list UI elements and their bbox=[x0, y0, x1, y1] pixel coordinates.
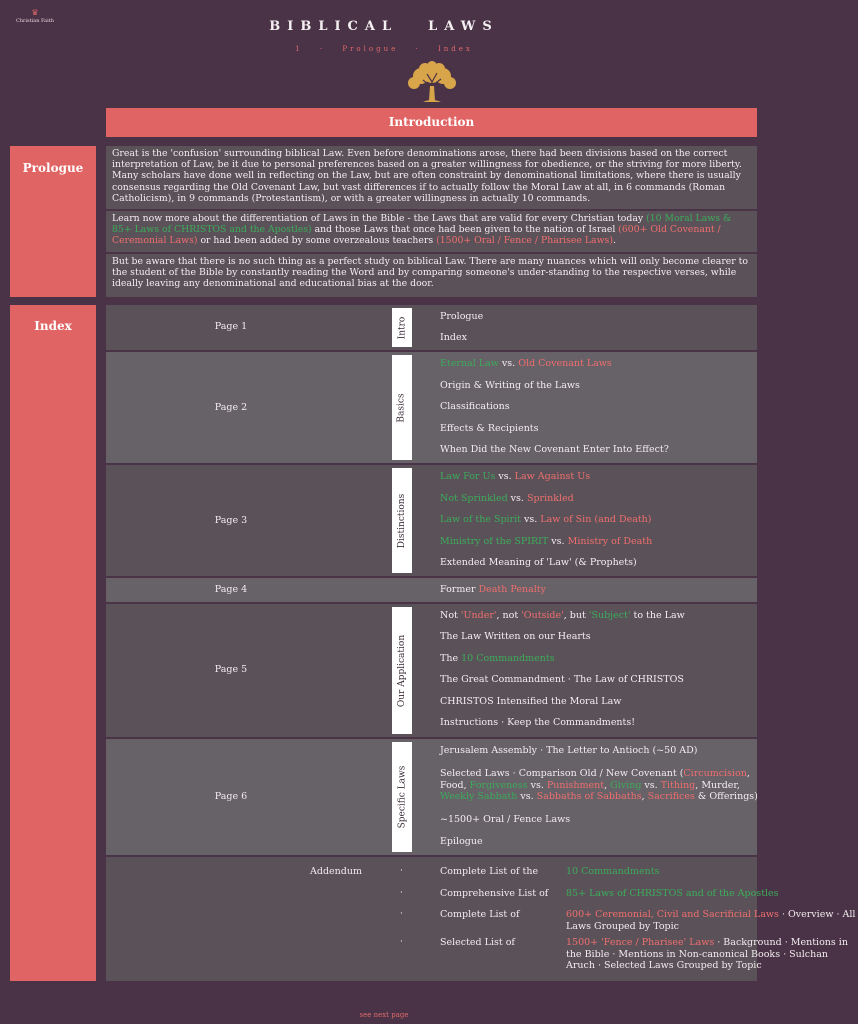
link-origin[interactable]: Origin & Writing of the Laws bbox=[440, 380, 580, 391]
link-sprinkled[interactable]: Not Sprinkled vs. Sprinkled bbox=[440, 493, 574, 504]
prologue-paragraph-3: But be aware that there is no such thing as a perfect study on biblical Law. There are many nuances which will only become clearer to the student of the Bible by constantly reading the Word and by comparing someone's under-standing to the respective verses, while ideally leaving any denominational and educational bias at the door. bbox=[106, 254, 757, 297]
index-row-addendum: Addendum · Complete List of the 10 Commandments · Comprehensive List of 85+ Laws of CHRISTOS and of the Apostles · Complete List of 600+ Ceremonial, Civil and Sacrificial Laws · Overview · All Laws Grouped by Topic · Selected List of 1500+ 'Fence / Pharisee' Laws · Background · Mentions in the Bible · Mentions in Non-canonical Books · Sulchan Aruch · Selected Laws Grouped by Topic bbox=[106, 857, 757, 981]
link-addendum-10-commandments[interactable]: 10 Commandments bbox=[566, 866, 660, 877]
index-row-page-1: Page 1 Intro Prologue Index bbox=[106, 305, 757, 350]
link-ministry[interactable]: Ministry of the SPIRIT vs. Ministry of Death bbox=[440, 536, 653, 547]
link-intensified-law[interactable]: CHRISTOS Intensified the Moral Law bbox=[440, 696, 622, 707]
link-extended-meaning[interactable]: Extended Meaning of 'Law' (& Prophets) bbox=[440, 557, 637, 568]
index-row-page-3: Page 3 Distinctions Law For Us vs. Law Against Us Not Sprinkled vs. Sprinkled Law of the Spirit vs. Law of Sin (and Death) Ministry of the SPIRIT vs. Ministry of Death Extended Meaning of 'Law' (& Prophets) bbox=[106, 465, 757, 576]
link-eternal-law[interactable]: Eternal Law vs. Old Covenant Laws bbox=[440, 358, 612, 369]
prologue-paragraph-1: Great is the 'confusion' surrounding biblical Law. Even before denominations arose, there had been divisions based on the correct interpretation of Law, be it due to personal preferences based on a greater willingness for obedience, or the striving for more liberty. Many scholars have done well in reflecting on the Law, but are often constraint by denominational limitations, where there is usually consensus regarding the Old Covenant Law, but vast differences if to actually follow the Moral Law at all, in 6 commands (Roman Catholicism), in 9 commands (Protestantism), or with a greater willingness in actually 10 commands. bbox=[106, 146, 757, 209]
index-label: Index bbox=[10, 305, 96, 981]
see-next-page-link[interactable]: see next page bbox=[359, 1011, 409, 1019]
link-instructions[interactable]: Instructions · Keep the Commandments! bbox=[440, 717, 636, 728]
introduction-bar: Introduction bbox=[106, 108, 757, 137]
link-law-for-us[interactable]: Law For Us vs. Law Against Us bbox=[440, 471, 591, 482]
link-law-of-spirit[interactable]: Law of the Spirit vs. Law of Sin (and Death) bbox=[440, 514, 652, 525]
link-addendum-85-laws[interactable]: 85+ Laws of CHRISTOS and of the Apostles bbox=[566, 888, 779, 899]
link-jerusalem-assembly[interactable]: Jerusalem Assembly · The Letter to Antioch (~50 AD) bbox=[440, 745, 698, 756]
link-subject-to-law[interactable]: Not 'Under', not 'Outside', but 'Subject' to the Law bbox=[440, 610, 685, 621]
category-intro: Intro bbox=[392, 308, 412, 347]
category-our-application: Our Application bbox=[392, 607, 412, 734]
index-row-page-4: Page 4 Former Death Penalty bbox=[106, 578, 757, 602]
prologue-paragraph-2: Learn now more about the differentiation of Laws in the Bible - the Laws that are valid for every Christian today (10 Moral Laws & 85+ Laws of CHRISTOS and the Apostles) and those Laws that once had been given to the nation of Israel (600+ Old Covenant / Ceremonial Laws) or had been added by some overzealous teachers (1500+ Oral / Fence / Pharisee Laws). bbox=[106, 211, 757, 252]
index-row-page-2: Page 2 Basics Eternal Law vs. Old Covenant Laws Origin & Writing of the Laws Classifications Effects & Recipients When Did the New Covenant Enter Into Effect? bbox=[106, 352, 757, 463]
tree-icon bbox=[403, 60, 461, 106]
link-addendum-1500-laws[interactable]: 1500+ 'Fence / Pharisee' Laws · Background · Mentions in the Bible · Mentions in Non-canonical Books · Sulchan Aruch · Selected Laws Grouped by Topic bbox=[566, 937, 848, 971]
link-epilogue[interactable]: Epilogue bbox=[440, 836, 483, 847]
link-selected-laws[interactable]: Selected Laws · Comparison Old / New Covenant (Circumcision, Food, Forgiveness vs. Punishment, Giving vs. Tithing, Murder, Weekly Sabbath vs. Sabbaths of Sabbaths, Sacrifices & Offerings) bbox=[440, 768, 758, 802]
link-index[interactable]: Index bbox=[440, 332, 467, 343]
link-oral-fence-laws[interactable]: ~1500+ Oral / Fence Laws bbox=[440, 814, 571, 825]
category-specific-laws: Specific Laws bbox=[392, 742, 412, 852]
link-addendum-600-laws[interactable]: 600+ Ceremonial, Civil and Sacrificial Laws · Overview · All Laws Grouped by Topic bbox=[566, 909, 856, 932]
nav-page-number[interactable]: 1 bbox=[295, 45, 303, 53]
page-nav: 1 · Prologue · Index bbox=[295, 45, 473, 53]
index-row-page-6: Page 6 Specific Laws Jerusalem Assembly · The Letter to Antioch (~50 AD) Selected Laws · Comparison Old / New Covenant (Circumcision, Food, Forgiveness vs. Punishment, Giving vs. Tithing, Murder, Weekly Sabbath vs. Sabbaths of Sabbaths, Sacrifices & Offerings) ~1500+ Oral / Fence Laws Epilogue bbox=[106, 739, 757, 855]
link-10-commandments[interactable]: The 10 Commandments bbox=[440, 653, 555, 664]
nav-index-link[interactable]: Index bbox=[437, 45, 473, 53]
link-effects[interactable]: Effects & Recipients bbox=[440, 423, 539, 434]
brand-logo-text: Christian Faith bbox=[16, 17, 54, 24]
link-law-on-hearts[interactable]: The Law Written on our Hearts bbox=[440, 631, 591, 642]
link-prologue[interactable]: Prologue bbox=[440, 311, 484, 322]
crown-icon: ♛ bbox=[31, 8, 39, 17]
link-great-commandment[interactable]: The Great Commandment · The Law of CHRISTOS bbox=[440, 674, 684, 685]
page-title: BIBLICAL LAWS bbox=[269, 19, 499, 34]
category-distinctions: Distinctions bbox=[392, 468, 412, 573]
link-classifications[interactable]: Classifications bbox=[440, 401, 510, 412]
link-death-penalty[interactable]: Former Death Penalty bbox=[440, 584, 546, 595]
index-row-page-5: Page 5 Our Application Not 'Under', not 'Outside', but 'Subject' to the Law The Law Written on our Hearts The 10 Commandments The Great Commandment · The Law of CHRISTOS CHRISTOS Intensified the Moral Law Instructions · Keep the Commandments! bbox=[106, 604, 757, 737]
category-basics: Basics bbox=[392, 355, 412, 460]
link-new-covenant[interactable]: When Did the New Covenant Enter Into Effect? bbox=[440, 444, 669, 455]
nav-prologue-link[interactable]: Prologue bbox=[342, 45, 399, 53]
prologue-label: Prologue bbox=[10, 146, 96, 297]
addendum-label: Addendum bbox=[310, 866, 362, 877]
